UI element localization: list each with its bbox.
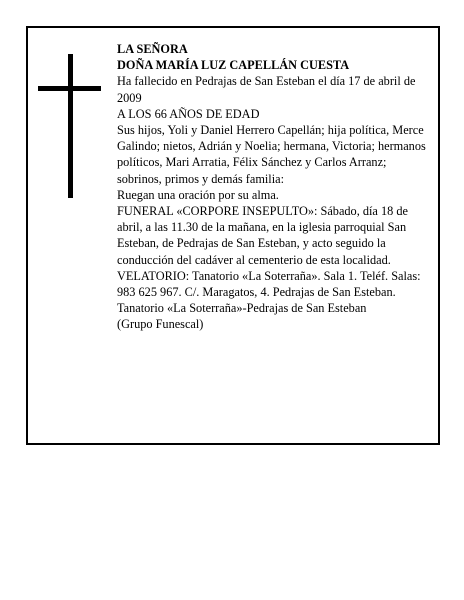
cross-icon-crossbar bbox=[38, 86, 101, 91]
notice-text bbox=[117, 41, 427, 333]
notice-title: LA SEÑORA bbox=[117, 42, 188, 56]
prayer-request: Ruegan una oración por su alma. bbox=[117, 187, 279, 202]
age-statement: A LOS 66 AÑOS DE EDAD bbox=[117, 106, 260, 121]
funeral-group: (Grupo Funescal) bbox=[117, 317, 204, 332]
deceased-name: DOÑA MARÍA LUZ CAPELLÁN CUESTA bbox=[117, 58, 350, 73]
obituary-notice bbox=[26, 26, 440, 445]
cross-icon bbox=[68, 54, 73, 198]
death-statement: Ha fallecido en Pedrajas de San Esteban el día 17 de abril de 2009 bbox=[117, 74, 416, 105]
funeral-home-name: Tanatorio «La Soterraña»-Pedrajas de San Esteban bbox=[117, 301, 367, 316]
wake-details: VELATORIO: Tanatorio «La Soterraña». Sala 1. Teléf. Salas: 983 625 967. C/. Maragatos, 4. Pedrajas de San Esteban. bbox=[117, 268, 421, 300]
family-list: Sus hijos, Yoli y Daniel Herrero Capellán; hija política, Merce Galindo; nietos, Adrián y Noelia; hermana, Victoria; hermanos políticos, Mari Arratia, Félix Sánchez y Carlos Arranz; sobrinos, primos y demás familia: bbox=[117, 123, 426, 186]
funeral-details: FUNERAL «CORPORE INSEPULTO»: Sábado, día 18 de abril, a las 11.30 de la mañana, en la iglesia parroquial San Esteban, de Pedrajas de San Esteban, y acto seguido la conducción del cadáver al cementerio de esta localidad. bbox=[117, 204, 408, 267]
